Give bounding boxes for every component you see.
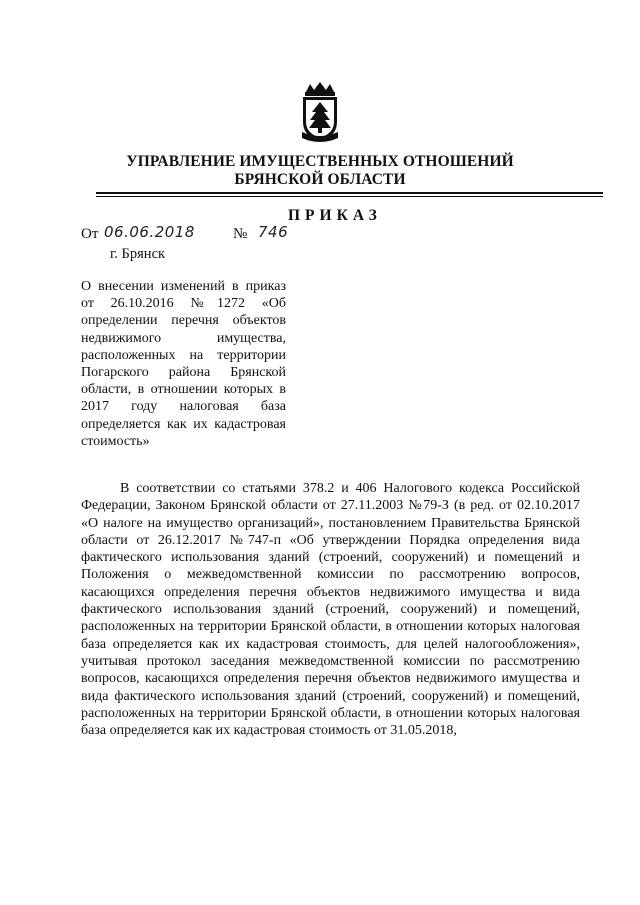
header-rule-thick — [96, 192, 603, 194]
order-subject: О внесении изменений в приказ от 26.10.2016 №1272 «Об определении перечня объектов недвижимого имущества, расположенных на территории Погарского района Брянской области, в отношении которых в 2017 году налоговая база определяется как их кадастровая стоимость» — [81, 279, 286, 449]
order-body: В соответствии со статьями 378.2 и 406 Налогового кодекса Российской Федерации, Законом Брянской области от 27.11.2003 №79-З (в ред. от 02.10.2017 «О налоге на имущество организаций», постановлением Правительства Брянской области от 26.12.2017 №747-п «Об утверждении Порядка определения вида фактического использования зданий (строений, сооружений) и помещений и Положения о межведомственной комиссии по рассмотрению вопросов, касающихся определения перечня объектов недвижимого имущества и вида фактического использования зданий (строений, сооружений) и помещений, расположенных на территории Брянской области, в отношении которых налоговая база определяется как их кадастровая стоимость, для целей налогообложения», учитывая протокол заседания межведомственной комиссии по рассмотрению вопросов, касающихся определения перечня объектов недвижимого имущества и вида фактического использования зданий (строений, сооружений) и помещений, расположенных на территории Брянской области, в отношении которых налоговая база определяется как их кадастровая стоимость от 31.05.2018, — [81, 481, 580, 739]
handwritten-date: 06.06.2018 — [104, 223, 195, 241]
organization-line-1: УПРАВЛЕНИЕ ИМУЩЕСТВЕННЫХ ОТНОШЕНИЙ — [126, 153, 514, 170]
city: г. Брянск — [110, 246, 166, 262]
document-type: ПРИКАЗ — [288, 207, 382, 224]
organization-name — [100, 153, 540, 189]
number-label: № — [233, 226, 248, 242]
date-prefix: От — [81, 226, 99, 242]
organization-line-2: БРЯНСКОЙ ОБЛАСТИ — [234, 171, 406, 188]
handwritten-number: 746 — [258, 223, 289, 241]
header-rule-thin — [96, 196, 603, 197]
coat-of-arms-icon — [298, 82, 342, 146]
